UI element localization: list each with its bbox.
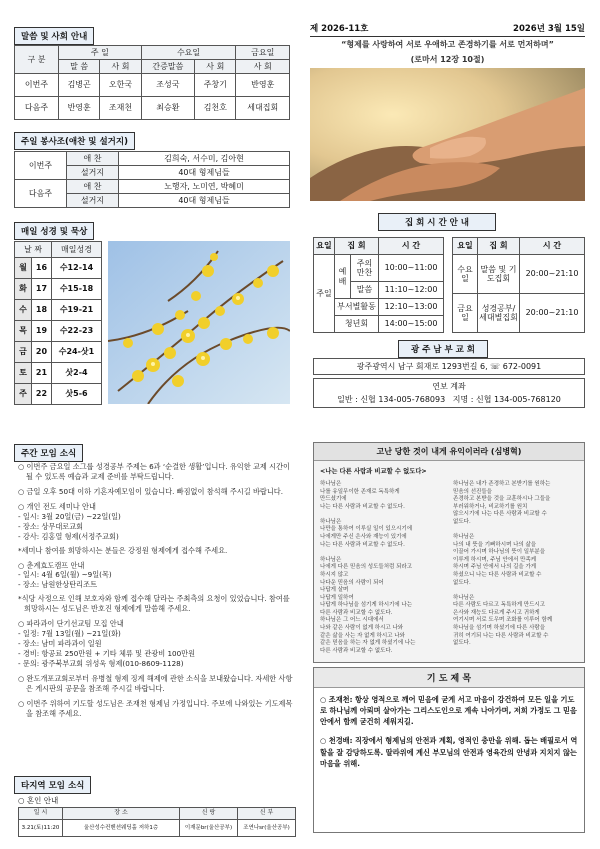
poem-title: 고난 당한 것이 내게 유익이러라 (심병혁) [314, 443, 584, 461]
table-row: 주 22 삿5-6 [15, 384, 102, 405]
service-heading: 주일 봉사조(애찬 및 설거지) [14, 132, 135, 150]
weekly-heading: 주간 모임 소식 [14, 444, 83, 462]
table-row: 수 18 수19-21 [15, 300, 102, 321]
notice-heading: 말씀 및 사회 안내 [14, 27, 94, 45]
table-row: 금 20 수24-삿1 [15, 342, 102, 363]
times-heading: 집 회 시 간 안 내 [378, 213, 496, 231]
list-item: ○ 이번주 금요일 소그룹 성경공부 주제는 6과 ‘순결한 생활’입니다. 유익한 교제 시간이 될 수 있도록 예습과 교제 준비를 부탁드립니다. [18, 462, 290, 481]
table-row: 목 19 수22-23 [15, 321, 102, 342]
offering-account: 연보 계좌 일반 : 신협 134-005-768093 지명 : 신협 134-005-768120 [313, 378, 585, 408]
table-row: 화 17 수15-18 [15, 279, 102, 300]
verse-text: “형제를 사랑하여 서로 우애하고 존경하기를 서로 먼저하며” [341, 40, 554, 49]
prayer-item: ○ 조재천: 항상 영적으로 깨어 믿음에 굳게 서고 마음이 강건하여 모든 일을 기도로 하나님께 아뢰며 살아가는 그리스도인으로 계속 나아가며, 저희 가정도 그 믿음 안에서 함께 굳건히 세워지길. [320, 695, 577, 727]
verse-reference: (로마서 12장 10절) [410, 55, 485, 64]
notice-table: 구 분 주 일 수요일 금요일 말 씀 사 회 간증말씀 사 회 사 회 이번주 김병곤 오한국 조성국 주창기 반영훈 다음주 반영훈 조재천 최승환 김천호 세대집회 [14, 45, 290, 120]
table-row: 월 16 수12-14 [15, 258, 102, 279]
poem-box [313, 442, 585, 663]
list-item: ○ 완도개포교회로부터 유병철 형제 징계 해제에 관한 소식을 보내왔습니다. 자세한 사항은 게시판의 공문을 참조해 주시길 바랍니다. [18, 673, 293, 693]
list-item: ○ 개인 전도 세미나 안내 - 일시: 3월 20일(금) ~22일(일) - 장소: 상무대로교회 - 강사: 김홍열 형제(서정주교회) [18, 501, 121, 541]
issue-bar: 제 2026-11호 2026년 3월 15일 [310, 22, 585, 37]
list-item: ○ 금일 오후 50대 이하 기혼자예모임이 있습니다. 빠짐없이 참석해 주시길 바랍니다. [18, 486, 284, 496]
list-item: ○ 춘계효도캠프 안내 - 일시: 4월 6일(월) ~9일(목) - 장소: 남원한상탄리조트 [18, 560, 112, 590]
list-item: ○ 이번주 위하여 기도할 성도님은 조재천 형제님 가정입니다. 주보에 나와있는 기도제목을 참조해 주세요. [18, 698, 293, 718]
church-address: 광주광역시 남구 회재로 1293번길 6, ☏ 672-0091 [313, 358, 585, 375]
church-name: 광 주 남 부 교 회 [398, 340, 488, 358]
times-table-sunday: 요일 집 회 시 간 주일 예 배 주의 만찬 10:00~11:00 말씀 11:10~12:00 부서별활동 12:10~13:00 청년회 14:00~15:00 [313, 237, 444, 333]
list-item: ○ 파라과이 단기선교팀 모집 안내 - 일정: 7월 13일(월) ~21일(화) - 장소: 남미 파라과이 일원 - 경비: 항공료 250만원 + 기타 체류 및 관광비 100만원 - 문의: 광주북부교회 위성욱 형제(010-8609-1128) [18, 619, 196, 668]
service-table: 이번주 애 찬 김희숙, 서수미, 김아현 설거지 40대 형제님들 다음주 애 찬 노행자, 노미연, 박혜미 설거지 40대 형제님들 [14, 151, 290, 208]
other-heading: 타지역 모임 소식 [14, 776, 91, 794]
bible-table: 날 짜 매일성경 월 16 수12-14 화 17 수15-18 수 18 수19-21 목 19 수22-23 금 20 수24-삿1 토 21 삿2-4 주 22 삿5-6 [14, 241, 102, 405]
table-row: 이번주 김병곤 오한국 조성국 주창기 반영훈 [15, 74, 290, 97]
poem-right: 하나님은 내가 존경하고 본받기를 원하는 믿음의 선진들을 존경하고 본받을 것을 교훈하시나 그들을 부러워하거나, 비교하기를 원치 않으시기에 나는 다른 사람과 비교할 수 없도다. 하나님은 나의 내 뜻을 기뻐하시며 나의 삶을 이끌어 가시며 하나님의 뜻이 일부분을 이루게 하시며, 주님 안에서 만족케 하시며 주님 안에서 나의 길을 가게 하셨으니 나는 다른 사람과 비교할 수 없도다. 하나님은 다른 사람도 다르고 독특하게 만드시고 은사와 재능도 다르게 주시고 귀하게 여기시며 서로 도우며 조화를 이루어 함께 하나님을 섬기며 하셨기에 다른 사람을 귀히 여기되 나는 다른 사람과 비교할 수 없도다. [453, 481, 553, 647]
weekly-news [18, 462, 296, 719]
bible-heading: 매일 성경 및 묵상 [14, 222, 94, 240]
prayer-title: 기 도 제 목 [314, 668, 584, 688]
hands-photo-drawing [310, 68, 585, 201]
hands-photo [310, 68, 585, 201]
table-row: 토 21 삿2-4 [15, 363, 102, 384]
poem-left: 하나님은 나를 유일무이한 존재로 독특하게 만드셨기에 나는 다른 사람과 비교할 수 없도다. 하나님은 나만을 통하여 이루실 일이 있으시기에 나에게만 주신 은사와 재능이 있기에 나는 다른 사람과 비교할 수 없도다. 하나님은 나에게 다른 믿음의 성도들처럼 되라고 하시지 않고 나다운 믿음의 사람이 되어 나답게 살며 나답게 일하여 나답게 하나님을 섬기게 하시기에 나는 다른 사람과 비교할 수 없도다. 하나님은 그 어느 시대에서 나와 같은 사람이 없게 하시고 나와 같은 삶을 사는 자 없게 하시고 나와 같은 믿음을 하는 자 없게 하셨기에 나는 다른 사람과 비교할 수 없도다. [320, 481, 416, 654]
flower-photo [108, 241, 290, 404]
prayer-box [313, 667, 585, 833]
wedding-table: 일 시 장 소 신 랑 신 부 3.21(토)11:20 울산성수컨벤션웨딩홀 저하1층 이재문br(울산공부) 조연나sr(울산공부) [18, 807, 296, 837]
table-row: 3.21(토)11:20 울산성수컨벤션웨딩홀 저하1층 이재문br(울산공부) 조연나sr(울산공부) [19, 820, 296, 837]
table-row: 다음주 반영훈 조재천 최승환 김천호 세대집회 [15, 97, 290, 120]
list-item: *세미나 참여를 희망하시는 분들은 강정원 형제에게 접수해 주세요. [18, 545, 228, 555]
flower-photo-drawing [108, 241, 290, 404]
times-table-weekday: 요일 집 회 시 간 수요일 말씀 및 기도집회 20:00~21:10 금요일 성경공부/ 세대별집회 20:00~21:10 [452, 237, 585, 333]
poem-subtitle: <나는 다른 사람과 비교할 수 없도다> [320, 468, 427, 475]
prayer-item: ○ 천경배: 직장에서 형제님의 안전과 계획, 영적인 충만을 위해. 돕는 배필로서 역할을 잘 감당하도록. 딸라위에 계신 부모님의 안전과 영육간의 안녕과 지치지 않는 마음을 위해. [320, 736, 578, 768]
wedding-subtitle: ○ 혼인 안내 [18, 796, 59, 805]
list-item: *식당 사정으로 인해 보호자와 함께 접수해 달라는 주최측의 요청이 있었습니다. 참여를 희망하시는 성도님은 반호진 형제에게 말씀해 주세요. [18, 594, 290, 614]
